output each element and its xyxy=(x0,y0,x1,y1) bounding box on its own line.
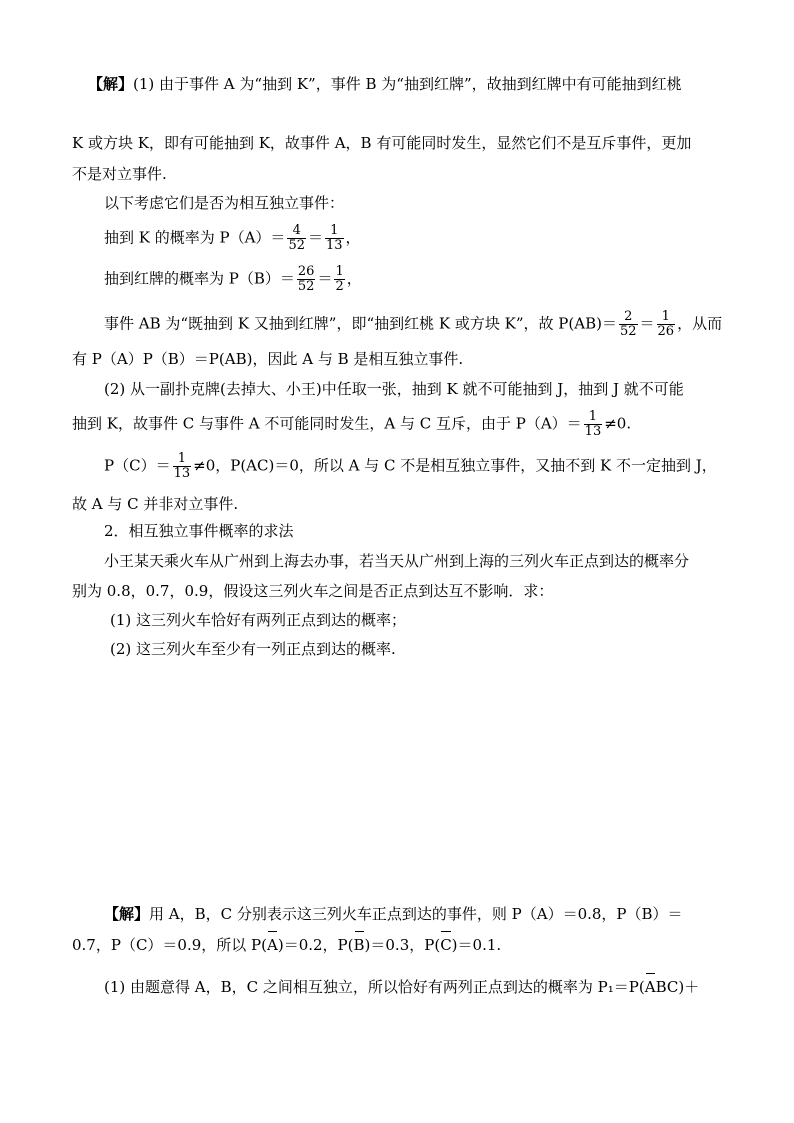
fraction-1-13-c: $\frac{1}{13}$ xyxy=(173,451,191,481)
question-2: (2) 这三列火车至少有一列正点到达的概率. xyxy=(110,640,396,658)
prob-A-prefix: 抽到 K 的概率为 P（A）＝ xyxy=(104,228,286,247)
sol2-line-1: 【解】用 A，B，C 分别表示这三列火车正点到达的事件，则 P（A）＝0.8，P（B）＝ xyxy=(104,905,683,923)
sol2-line-2: 0.7，P（C）＝0.9，所以 P(A)＝0.2，P(B)＝0.3，P(C)＝0.1. xyxy=(72,936,502,954)
part2-line-4: 故 A 与 C 并非对立事件. xyxy=(72,495,239,513)
event-AB-suffix: ，从而 xyxy=(677,314,723,333)
solution-tag: 【解】 xyxy=(88,75,134,93)
part2-line-3: P（C）＝ $\frac{1}{13}$ ≠0，P(AC)＝0，所以 A 与 C 不是相互独立事件，又抽不到 K 不一定抽到 J， xyxy=(104,451,717,481)
part2-line-2: 抽到 K，故事件 C 与事件 A 不可能同时发生，A 与 C 互斥，由于 P（A）＝ $\frac{1}{13}$ ≠0. xyxy=(72,409,632,439)
event-AB-line: 事件 AB 为“既抽到 K 又抽到红牌”，即“抽到红桃 K 或方块 K”，故 P(AB)＝ $\frac{2}{52}$ ＝ $\frac{1}{26}$ ，从而 xyxy=(104,309,723,339)
sol1-line-3: 不是对立事件. xyxy=(72,165,167,183)
independence-conclusion: 有 P（A）P（B）＝P(AB)，因此 A 与 B 是相互独立事件. xyxy=(72,350,464,368)
complement-A: A xyxy=(267,936,278,954)
sol2-line-3: (1) 由题意得 A，B，C 之间相互独立，所以恰好有两列正点到达的概率为 P₁＝P(ABC)＋ xyxy=(104,978,700,996)
event-AB-prefix: 事件 AB 为“既抽到 K 又抽到红牌”，即“抽到红桃 K 或方块 K”，故 P(AB)＝ xyxy=(104,314,617,333)
fraction-1-13: $\frac{1}{13}$ xyxy=(326,223,343,253)
section-2-heading: 2．相互独立事件概率的求法 xyxy=(104,522,294,540)
prob-B-line: 抽到红牌的概率为 P（B）＝ $\frac{26}{52}$ ＝ $\frac{1}{2}$ ， xyxy=(104,264,362,294)
fraction-26-52: $\frac{26}{52}$ xyxy=(297,264,315,294)
sol1-line-1 xyxy=(88,73,682,95)
problem-line-1: 小王某天乘火车从广州到上海去办事，若当天从广州到上海的三列火车正点到达的概率分 xyxy=(104,552,690,570)
fraction-4-52: $\frac{4}{52}$ xyxy=(288,223,305,253)
problem-line-2: 别为 0.8，0.7，0.9，假设这三列火车之间是否正点到达互不影响．求： xyxy=(72,582,554,600)
fraction-1-13-b: $\frac{1}{13}$ xyxy=(584,409,602,439)
part2-line-1: (2) 从一副扑克牌(去掉大、小王)中任取一张，抽到 K 就不可能抽到 J，抽到 J 就不可能 xyxy=(104,380,684,398)
fraction-2-52: $\frac{2}{52}$ xyxy=(619,309,637,339)
sol1-consider: 以下考虑它们是否为相互独立事件： xyxy=(104,194,345,212)
complement-A-2: A xyxy=(644,978,656,996)
sol1-text: (1) 由于事件 A 为“抽到 K”，事件 B 为“抽到红牌”，故抽到红牌中有可能抽到红桃 xyxy=(133,75,682,93)
complement-C: C xyxy=(440,936,452,954)
sol1-line-2: K 或方块 K，即有可能抽到 K，故事件 A，B 有可能同时发生，显然它们不是互斥事件，更加 xyxy=(72,134,692,152)
fraction-1-2: $\frac{1}{2}$ xyxy=(335,264,344,294)
question-1: (1) 这三列火车恰好有两列正点到达的概率； xyxy=(110,611,407,629)
solution-tag-2: 【解】 xyxy=(104,905,150,923)
complement-B: B xyxy=(353,936,365,954)
fraction-1-26: $\frac{1}{26}$ xyxy=(657,309,675,339)
prob-B-prefix: 抽到红牌的概率为 P（B）＝ xyxy=(104,269,295,288)
prob-A-line: 抽到 K 的概率为 P（A）＝ $\frac{4}{52}$ ＝ $\frac{1}{13}$ ， xyxy=(104,223,361,253)
